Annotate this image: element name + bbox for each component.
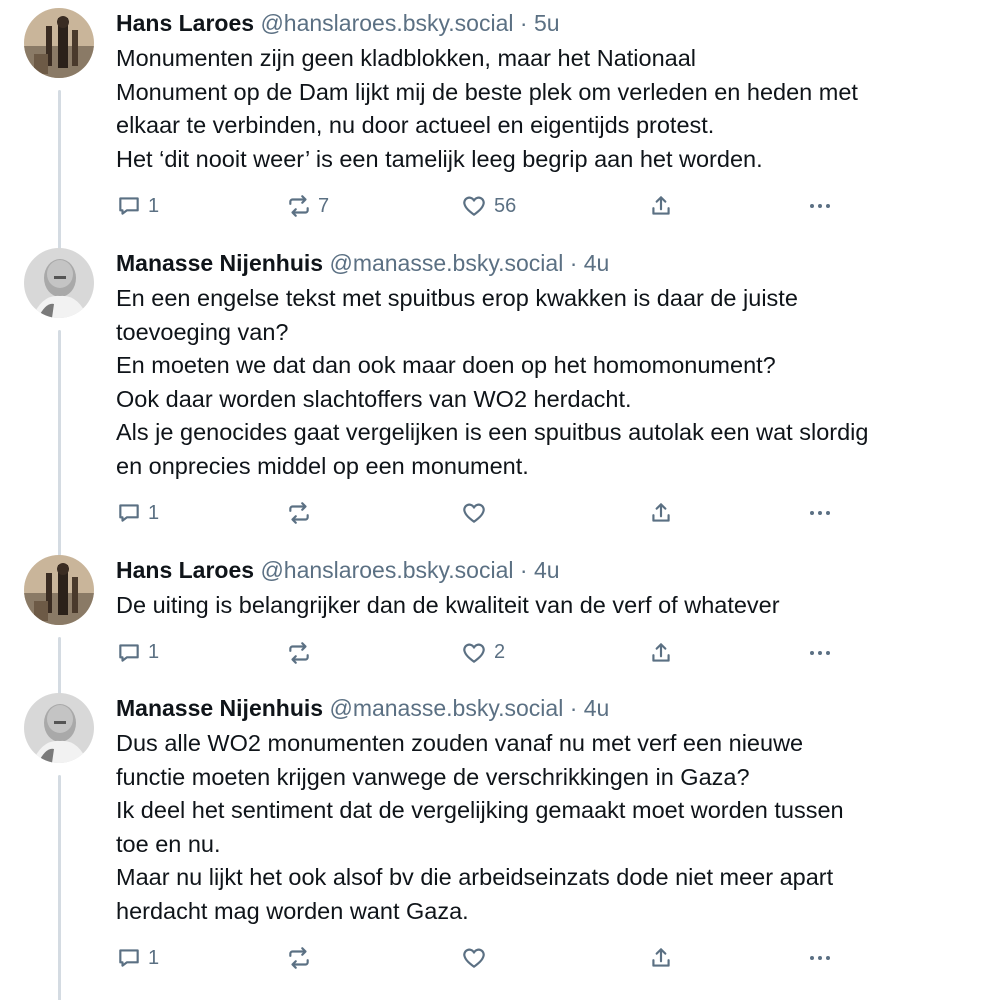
post-body [116,727,976,928]
author-handle[interactable]: @manasse.bsky.social [329,695,564,721]
repost-button[interactable] [286,188,329,224]
post-text-line: Ik deel het sentiment dat de vergelijking gemaakt moet worden tussen [116,797,844,823]
post-actions [116,940,976,976]
post-text-line: Dus alle WO2 monumenten zouden vanaf nu met verf een nieuwe [116,730,804,756]
more-icon [806,193,834,219]
like-button[interactable] [460,495,494,531]
share-button[interactable] [648,635,674,671]
repost-button[interactable] [286,940,318,976]
author-handle[interactable]: @hanslaroes.bsky.social [260,557,514,583]
author-name[interactable]: Hans Laroes [116,557,255,583]
share-button[interactable] [648,940,674,976]
repost-button[interactable] [286,495,318,531]
post-text-line: Het ‘dit nooit weer’ is een tamelijk leeg begrip aan het worden. [116,145,763,172]
post-text-line: Monument op de Dam lijkt mij de beste plek om verleden en heden met [116,78,858,105]
share-button[interactable] [648,188,674,224]
reply-count: 1 [148,194,160,217]
reply-icon [116,945,142,971]
share-button[interactable] [648,495,674,531]
post-text-line: Als je genocides gaat vergelijken is een spuitbus autolak een wat slordig [116,419,869,445]
heart-icon [460,640,488,666]
post-text-line: Maar nu lijkt het ook alsof bv die arbeidseinzats dode niet meer apart [116,864,834,890]
more-options-button[interactable] [806,495,834,531]
reply-count: 1 [148,501,160,524]
reply-icon [116,193,142,219]
more-options-button[interactable] [806,635,834,671]
post-actions [116,188,976,224]
post-text-line: toevoeging van? [116,318,289,345]
avatar[interactable] [24,555,94,625]
repost-icon [286,640,312,666]
author-name[interactable]: Manasse Nijenhuis [116,250,324,276]
like-button[interactable] [460,940,494,976]
more-icon [806,500,834,526]
like-button[interactable] [460,188,516,224]
post-actions [116,495,976,531]
reply-count: 1 [148,946,160,969]
post-text-line: En een engelse tekst met spuitbus erop kwakken is daar de juiste [116,285,798,311]
post-text-line: elkaar te verbinden, nu door actueel en eigentijds protest. [116,112,715,138]
repost-icon [286,945,312,971]
like-count: 56 [494,194,517,217]
repost-count: 7 [318,194,330,217]
reply-icon [116,500,142,526]
post-body [116,589,976,623]
repost-button[interactable] [286,635,318,671]
more-options-button[interactable] [806,940,834,976]
timestamp[interactable]: 5u [533,10,560,36]
reply-icon [116,640,142,666]
avatar[interactable] [24,8,94,78]
separator: · [519,557,528,583]
avatar[interactable] [24,693,94,763]
thread-line [58,775,61,1000]
reply-button[interactable] [116,635,159,671]
separator: · [519,10,528,36]
avatar[interactable] [24,248,94,318]
more-icon [806,640,834,666]
avatar-hans-image [24,8,94,78]
heart-icon [460,193,488,219]
more-icon [806,945,834,971]
author-name[interactable]: Manasse Nijenhuis [116,695,324,721]
share-icon [648,640,674,666]
repost-icon [286,193,312,219]
post-text-line: functie moeten krijgen vanwege de verschrikkingen in Gaza? [116,763,750,790]
reply-button[interactable] [116,188,159,224]
like-count: 2 [494,641,506,663]
share-icon [648,945,674,971]
avatar-manasse-image [24,248,94,318]
avatar-hans-image [24,555,94,625]
author-handle[interactable]: @manasse.bsky.social [329,250,564,276]
post-text-line: Monumenten zijn geen kladblokken, maar het Nationaal [116,45,697,71]
avatar-manasse-image [24,693,94,763]
post-text-line: De uiting is belangrijker dan de kwaliteit van de verf of whatever [116,592,780,618]
reply-button[interactable] [116,940,159,976]
post-text-line: Ook daar worden slachtoffers van WO2 herdacht. [116,385,632,412]
post-actions [116,635,976,671]
share-icon [648,193,674,219]
thread-line [58,90,61,250]
thread-line [58,637,61,697]
timestamp[interactable]: 4u [583,250,610,276]
post-text-line: en onprecies middel op een monument. [116,452,529,479]
repost-icon [286,500,312,526]
post-text-line: En moeten we dat dan ook maar doen op het homomonument? [116,352,776,378]
timestamp[interactable]: 4u [583,695,610,721]
reply-button[interactable] [116,495,159,531]
post-body [116,282,976,483]
reply-count: 1 [148,641,160,663]
author-handle[interactable]: @hanslaroes.bsky.social [260,10,514,36]
separator: · [569,250,578,276]
thread-line [58,330,61,562]
post-body [116,42,976,176]
like-button[interactable] [460,635,505,671]
more-options-button[interactable] [806,188,834,224]
heart-icon [460,500,488,526]
heart-icon [460,945,488,971]
separator: · [569,695,578,721]
post-text-line: toe en nu. [116,830,221,857]
timestamp[interactable]: 4u [533,557,560,583]
author-name[interactable]: Hans Laroes [116,10,255,36]
share-icon [648,500,674,526]
post-text-line: herdacht mag worden want Gaza. [116,897,469,924]
